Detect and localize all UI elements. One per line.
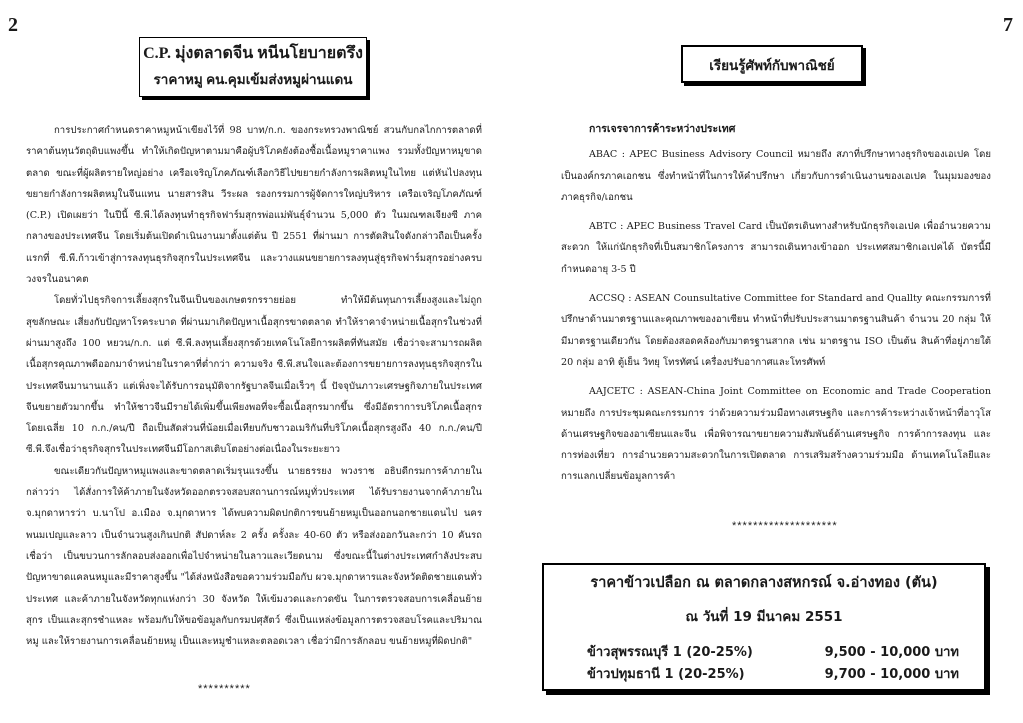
- glossary-entry: AAJCETC : ASEAN-China Joint Committee on Economic and Trade Cooperation หมายถึง การประชุมคณะกรรมการ ว่าด้วยความร่วมมือทางเศรษฐกิจ และการค้าระหว่างเจ้าหน้าที่อาวุโส ด้านเศรษฐกิจของอาเซียนและจีน เพื่อพิจารณาขยายความสัมพันธ์ด้านเศรษฐกิจ การค้าการลงทุน และการท่องเที่ยว การอำนวยความสะดวกในการเปิดตลาด การเสริมสร้างความร่วมมือ ด้านเทคโนโลยีและการแลกเปลี่ยนข้อมูลการค้า: [561, 386, 991, 483]
- rice-variety: ข้าวปทุมธานี 1 (20-25%): [587, 667, 745, 682]
- rice-variety: ข้าวสุพรรณบุรี 1 (20-25%): [587, 645, 753, 660]
- glossary-entry: ABAC : APEC Business Advisory Council หมายถึง สภาที่ปรึกษาทางธุรกิจของเอเปค โดยเป็นองค์กรภาคเอกชน ซึ่งทำหน้าที่ในการให้คำปรึกษา เกี่ยวกับการดำเนินงานของเอเปค ในมุมมองของภาคธุรกิจ/เอกชน: [561, 149, 991, 203]
- article-body: [26, 120, 482, 652]
- glossary-entry: ACCSQ : ASEAN Counsultative Committee for Standard and Quallty คณะกรรมการที่ปรึกษาด้านมาตรฐานและคุณภาพของอาเซียน ทำหน้าที่ปรับประสานมาตรฐานสินค้า จำนวน 20 กลุ่ม ให้มีมาตรฐานเดียวกัน โดยต้องสอดคล้องกับมาตรฐานสากล เช่น มาตรฐาน ISO เป็นต้น สินค้าที่อยู่ภายใต้ 20 กลุ่ม อาทิ ตู้เย็น วิทยุ โทรทัศน์ เครื่องปรับอากาศและโทรศัพท์: [561, 293, 991, 368]
- rice-price-row: [569, 641, 959, 662]
- article-paragraph: ขณะเดียวกันปัญหาหมูแพงและขาดตลาดเริ่มรุนแรงขึ้น นายธรรยง พวงราช อธิบดีกรมการค้าภายใน กล่าวว่า ได้สั่งการให้ค้าภายในจังหวัดออกตรวจสอบสถานการณ์หมูทั่วประเทศ ได้รับรายงานจากค้าภายใน จ.มุกดาหารว่า บ.นาโป อ.เมือง จ.มุกดาหาร ได้พบความผิดปกติการขนย้ายหมูเป็นออกนอกชายแดนไป นครพนมเปญและลาว เป็นจำนวนสูงเกินปกติ สัปดาห์ละ 2 ครั้ง ครั้งละ 40-60 ตัว หรือส่งออกวันละกว่า 10 คันรถ เชื่อว่า เป็นขบวนการลักลอบส่งออกเพื่อไปจำหน่ายในลาวและเวียดนาม ซึ่งขณะนี้ในต่างประเทศกำลังประสบปัญหาขาดแคลนหมูและมีราคาสูงขึ้น "ได้ส่งหนังสือขอความร่วมมือกับ ผวจ.มุกดาหารและจังหวัดติดชายแดนทั่วประเทศ และค้าภายในจังหวัดทุกแห่งกว่า 30 จังหวัด ให้เข้มงวดและกวดขัน ในการตรวจสอบการเคลื่อนย้ายสุกร เป็นและสุกรชำแหละ พร้อมกับให้ขอข้อมูลกับกรมปศุสัตว์ ซึ่งเป็นแหล่งข้อมูลการตรวจสอบโรคและปริมาณหมู และให้รายงานการเคลื่อนย้ายหมู เป็นและหมูชำแหละตลอดเวลา เชื่อว่ามีการลักลอบ ขนย้ายหมูที่ผิดปกติ": [26, 465, 482, 648]
- rice-price-box: [542, 563, 986, 691]
- article-title-line1: C.P. มุ่งตลาดจีน หนีนโยบายตรึง: [143, 45, 363, 62]
- page-number-left: 2: [8, 14, 18, 36]
- article-paragraph: โดยทั่วไปธุรกิจการเลี้ยงสุกรในจีนเป็นของเกษตรกรรายย่อย ทำให้มีต้นทุนการเลี้ยงสูงและไม่ถูกสุขลักษณะ เสี่ยงกับปัญหาโรคระบาด ที่ผ่านมาเกิดปัญหาเนื้อสุกรขาดตลาด ทำให้ราคาจำหน่ายเนื้อสุกรในช่วงที่ผ่านมาสูงถึง 100 หยวน/ก.ก. แต่ ซี.พี.ลงทุนเลี้ยงสุกรด้วยเทคโนโลยีการผลิตที่ทันสมัย เชื่อว่าจะสามารถผลิตเนื้อสุกรคุณภาพดีออกมาจำหน่ายในราคาที่ต่ำกว่า ความจริง ซี.พี.สนใจและต้องการขยายการลงทุนธุรกิจสุกรในประเทศจีนมานานแล้ว แต่เพิ่งจะได้รับการอนุมัติจากรัฐบาลจีนเมื่อเร็วๆ นี้ ปัจจุบันภาวะเศรษฐกิจภายในประเทศจีนขยายตัวมากขึ้น ทำให้ชาวจีนมีรายได้เพิ่มขึ้นเพียงพอที่จะซื้อเนื้อสุกรมากขึ้น ซึ่งมีอัตราการบริโภคเนื้อสุกรโดยเฉลี่ย 10 ก.ก./คน/ปี ถือเป็นสัดส่วนที่น้อยเมื่อเทียบกับชาวอเมริกันที่บริโภคเนื้อสุกรสูงถึง 40 ก.ก./คน/ปี ซี.พี.จึงเชื่อว่าธุรกิจสุกรในประเทศจีนมีโอกาสเติบโตอย่างต่อเนื่องในระยะยาว: [26, 295, 482, 456]
- article-paragraph: การประกาศกำหนดราคาหมูหน้าเขียงไว้ที่ 98 บาท/ก.ก. ของกระทรวงพาณิชย์ สวนกับกลไกการตลาดที่ราคาต้นทุนวัตถุดิบแพงขึ้น ทำให้เกิดปัญหาตามมาคือผู้บริโภคยังต้องซื้อเนื้อหมูราคาแพง รวมทั้งปัญหาหมูขาดตลาด ขณะที่ผู้ผลิตรายใหญ่อย่าง เครือเจริญโภคภัณฑ์เลือกวิธีไปขยายกำลังการผลิตหมูในไทย แต่หันไปลงทุนขยายกำลังการผลิตหมูในจีนแทน นายสารสิน วีระผล รองกรรมการผู้จัดการใหญ่บริหาร เครือเจริญโภคภัณฑ์ (C.P.) เปิดเผยว่า ในปีนี้ ซี.พี.ได้ลงทุนทำธุรกิจฟาร์มสุกรพ่อแม่พันธุ์จำนวน 5,000 ตัว ในมณฑลเจียงซี ภาคกลางของประเทศจีน โดยเริ่มต้นเปิดดำเนินงานมาตั้งแต่ต้น ปี 2551 ที่ผ่านมา การตัดสินใจดังกล่าวถือเป็นครั้งแรกที่ ซี.พี.ก้าวเข้าสู่การลงทุนธุรกิจสุกรในประเทศจีน และวางแผนขยายการลงทุนสู่ธุรกิจฟาร์มสุกรอย่างครบวงจรในอนาคต: [26, 125, 482, 286]
- page-number-right: 7: [1003, 14, 1013, 36]
- article-title-line2: ราคาหมู คน.คุมเข้มส่งหมูผ่านแดน: [153, 72, 353, 87]
- glossary-entry: ABTC : APEC Business Travel Card เป็นบัตรเดินทางสำหรับนักธุรกิจเอเปค เพื่ออำนวยความสะดวก ให้แก่นักธุรกิจที่เป็นสมาชิกโครงการ สามารถเดินทางเข้าออก ประเทศสมาชิกเอเปคได้ บัตรนี้มีกำหนดอายุ 3-5 ปี: [561, 221, 991, 275]
- glossary-title: เรียนรู้ศัพท์กับพาณิชย์: [709, 58, 835, 73]
- article-title-box: [139, 37, 367, 97]
- glossary-title-box: [681, 45, 863, 83]
- glossary-end-stars: ********************: [732, 520, 838, 532]
- glossary-section-heading: การเจรจาการค้าระหว่างประเทศ: [589, 123, 736, 135]
- rice-price-date: ณ วันที่ 19 มีนาคม 2551: [685, 609, 843, 625]
- rice-price-title: ราคาข้าวเปลือก ณ ตลาดกลางสหกรณ์ จ.อ่างทอง (ตัน): [590, 575, 938, 591]
- glossary-body: [561, 117, 991, 488]
- rice-price: 9,700 - 10,000 บาท: [824, 667, 959, 682]
- rice-price: 9,500 - 10,000 บาท: [824, 645, 959, 660]
- article-end-stars: **********: [198, 683, 251, 695]
- rice-price-row: [569, 663, 959, 684]
